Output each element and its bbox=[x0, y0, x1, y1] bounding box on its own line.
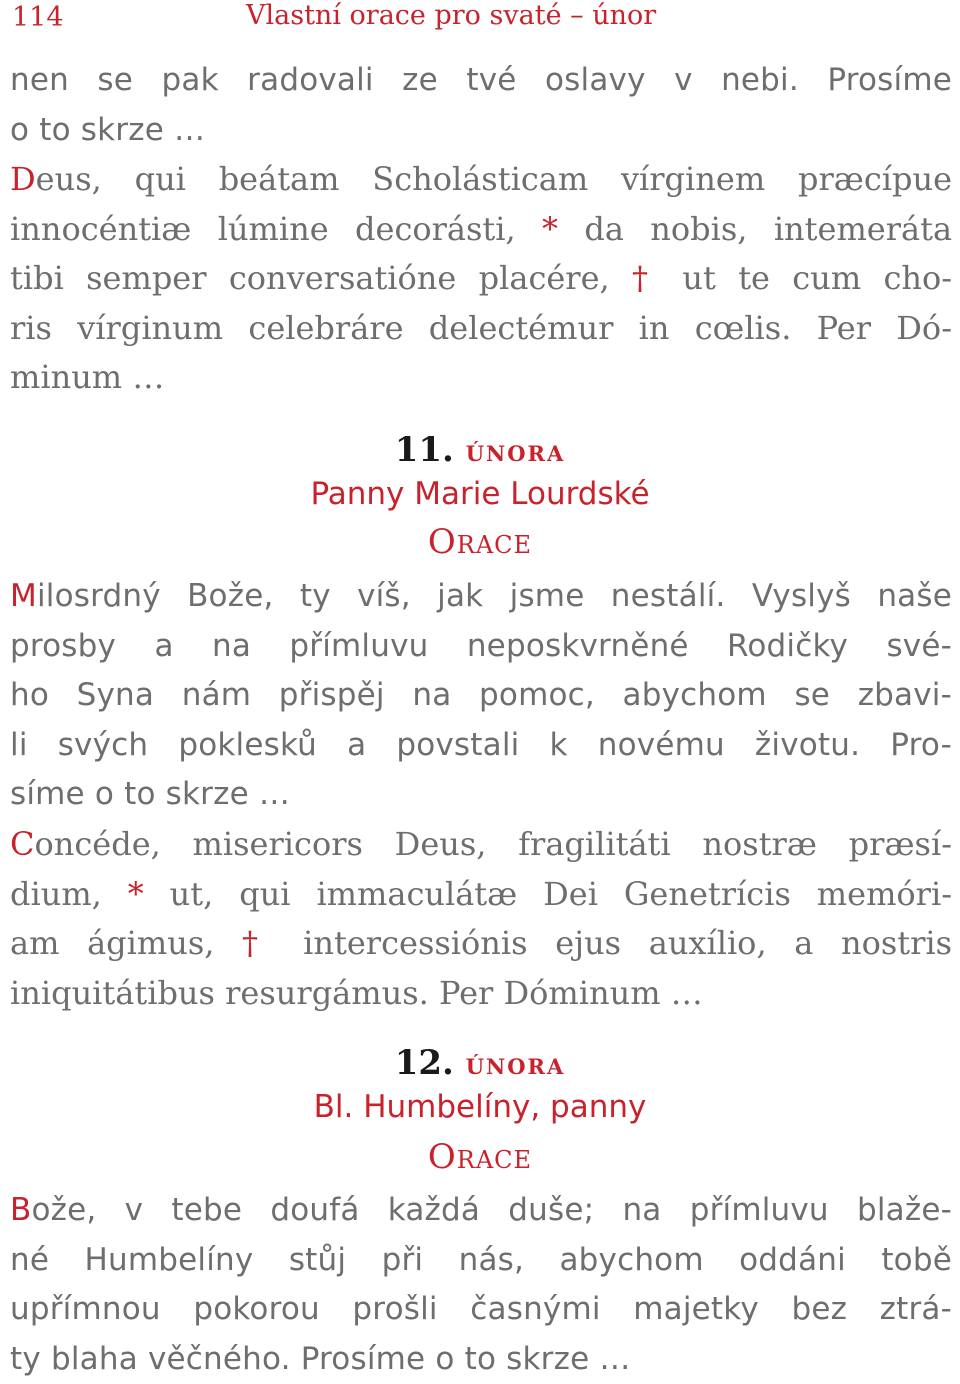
text-line: am ágimus, † intercessiónis ejus auxílio, a nostris bbox=[10, 924, 953, 963]
date-number: 11. bbox=[394, 430, 454, 470]
feast-date-heading bbox=[0, 430, 960, 470]
czech-prayer-2 bbox=[10, 572, 952, 820]
text-line: Milosrdný Bože, ty víš, jak jsme nestálí. Vyslyš naše bbox=[10, 578, 952, 614]
text-line: ris vírginum celebráre delectémur in cœlis. Per Dó- bbox=[10, 308, 952, 347]
drop-initial: M bbox=[10, 578, 37, 614]
asterisk-mark: * bbox=[542, 209, 559, 248]
cross-mark: † bbox=[242, 924, 276, 963]
text-line: iniquitátibus resurgámus. Per Dóminum … bbox=[10, 973, 703, 1012]
saint-name: Bl. Humbelíny, panny bbox=[313, 1089, 647, 1125]
text-line: ho Syna nám přispěj na pomoc, abychom se zbavi- bbox=[10, 677, 952, 714]
text-line: li svých poklesků a povstali k novému životu. Pro- bbox=[10, 726, 952, 763]
text-line: o to skrze … bbox=[10, 111, 206, 148]
text-line: innocéntiæ lúmine decorásti, * da nobis, intemeráta bbox=[10, 209, 953, 248]
text-line: minum … bbox=[10, 358, 165, 397]
page-number: 114 bbox=[12, 2, 64, 33]
text-line: prosby a na přímluvu neposkvrněné Rodičky své- bbox=[10, 627, 952, 664]
asterisk-mark: * bbox=[127, 874, 144, 913]
page-header bbox=[0, 0, 960, 40]
feast-date-heading bbox=[0, 1043, 960, 1083]
drop-initial: C bbox=[10, 825, 35, 863]
drop-initial: B bbox=[10, 1192, 32, 1228]
drop-initial: D bbox=[10, 160, 36, 198]
text-line: né Humbelíny stůj při nás, abychom oddáni tobě bbox=[10, 1241, 952, 1278]
text-line: Deus, qui beátam Scholásticam vírginem præcípue bbox=[10, 160, 952, 198]
text-line: dium, * ut, qui immaculátæ Dei Genetrícis memóri- bbox=[10, 874, 953, 913]
text-line: nen se pak radovali ze tvé oslavy v nebi. Prosíme bbox=[10, 62, 952, 98]
running-title: Vlastní orace pro svaté – únor bbox=[246, 0, 657, 31]
text-line: Concéde, misericors Deus, fragilitáti nostræ præsí- bbox=[10, 825, 952, 863]
text-line: síme o to skrze … bbox=[10, 776, 291, 813]
date-month: února bbox=[465, 434, 566, 469]
section-label-orace: Orace bbox=[427, 1137, 533, 1177]
cross-mark: † bbox=[632, 259, 661, 298]
date-month: února bbox=[465, 1047, 566, 1082]
czech-prayer-continued bbox=[10, 56, 952, 155]
czech-prayer-3 bbox=[10, 1186, 952, 1384]
text-line: upřímnou pokorou prošli časnými majetky bez ztrá- bbox=[10, 1291, 952, 1328]
latin-prayer-1 bbox=[10, 155, 952, 403]
text-line: ty blaha věčného. Prosíme o to skrze … bbox=[10, 1340, 631, 1377]
section-label-orace: Orace bbox=[427, 522, 533, 562]
text-line: Bože, v tebe doufá každá duše; na přímluvu blaže- bbox=[10, 1192, 952, 1228]
latin-prayer-2 bbox=[10, 820, 952, 1018]
date-number: 12. bbox=[394, 1043, 454, 1083]
saint-name: Panny Marie Lourdské bbox=[310, 476, 650, 512]
text-line: tibi semper conversatióne placére, † ut te cum cho- bbox=[10, 259, 953, 298]
